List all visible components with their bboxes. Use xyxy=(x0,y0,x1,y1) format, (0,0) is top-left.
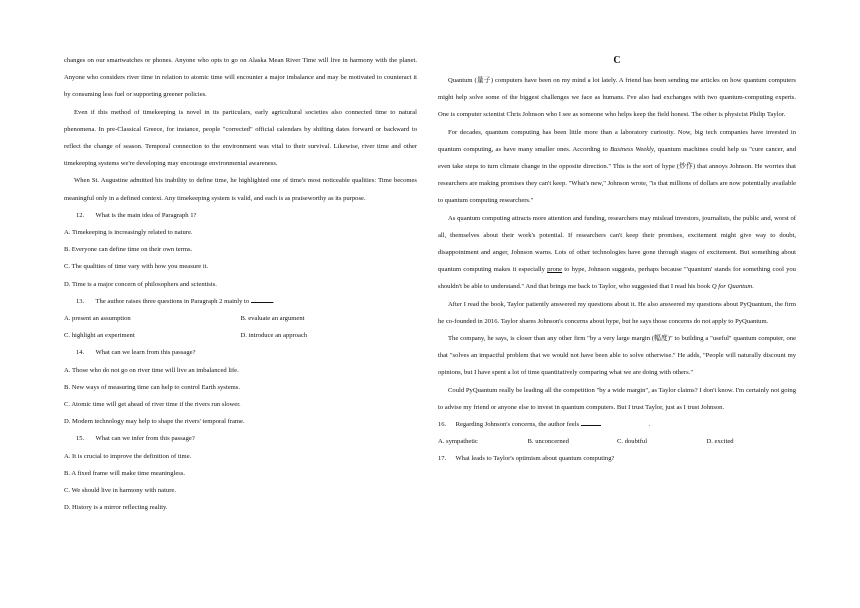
question-13 xyxy=(64,293,417,310)
question-number: 16. xyxy=(438,421,447,429)
text-run: As quantum computing attracts more attention and funding, researchers may mislead investors, journalists, the public and, worst of all, themselves about their work's potential. If researchers can't keep their promises, excitement might give way to doubt, disappointment and anger, Johnson warns. Lots of other technologies have gone through stages of excitement. But something about quantum computing makes it especially xyxy=(438,214,796,274)
question-number: 15. xyxy=(76,435,85,443)
question-stem: What is the main idea of Paragraph 1? xyxy=(95,211,197,219)
option: D. Time is a major concern of philosophers and scientists. xyxy=(64,280,217,288)
question-number: 12. xyxy=(76,211,85,219)
option: C. Atomic time will get ahead of river time if the rivers run slower. xyxy=(64,401,241,409)
passage-paragraph: After I read the book, Taylor patiently answered my questions about it. He also answered my questions about PyQuantum, the firm he co-founded in 2016. Taylor shares Johnson's concerns about hype, but he says those concerns do not apply to PyQuantum. xyxy=(438,300,796,325)
answer-blank xyxy=(581,418,601,426)
option: B. A fixed frame will make time meaningless. xyxy=(64,469,186,477)
option: D. introduce an approach xyxy=(240,332,308,340)
question-stem: What can we infer from this passage? xyxy=(95,435,195,443)
text-run: . xyxy=(752,283,754,291)
passage-paragraph xyxy=(438,210,796,296)
option: A. sympathetic xyxy=(438,438,478,446)
passage-paragraph: Quantum (量子) computers have been on my mind a lot lately. A friend has been sending me articles on how quantum computers might help solve some of the biggest challenges we face as humans. I've also had exchanges with two quantum-computing experts. One is computer scientist Chris Johnson who I see as someone who helps keep the field honest. The other is physicist Philip Taylor. xyxy=(438,77,796,119)
option: B. New ways of measuring time can help to control Earth systems. xyxy=(64,383,240,391)
question-15 xyxy=(64,430,417,447)
option: C. doubtful xyxy=(617,438,648,446)
option: D. History is a mirror reflecting reality. xyxy=(64,504,168,512)
question-stem-end: . xyxy=(272,297,275,305)
option: D. excited xyxy=(706,438,734,446)
passage-paragraph xyxy=(438,124,796,210)
passage-paragraph: Even if this method of timekeeping is novel in its particulars, early agricultural societies also connected time to natural phenomena. In pre-Classical Greece, for instance, people "corrected" official calendars by shifting dates forward or backward to reflect the change of season. Temporal connection to the environment was vital to their survival. Likewise, river time and other timekeeping systems we're developing may encourage environmental awareness. xyxy=(64,108,417,168)
passage-paragraph: The company, he says, is closer than any other firm "by a very large margin (幅度)" to building a "useful" quantum computer, one that "solves an impactful problem that we would not have been able to solve otherwise." He adds, "People will naturally discount my opinions, but I have spent a lot of time quantitatively comparing what we are doing with others." xyxy=(438,335,796,377)
question-stem: Regarding Johnson's concerns, the author feels xyxy=(455,421,580,429)
option: B. evaluate an argument xyxy=(240,315,305,323)
option: C. highlight an experiment xyxy=(64,332,135,340)
question-stem: The author raises three questions in Paragraph 2 mainly to xyxy=(95,297,250,305)
option: D. Modern technology may help to shape the rivers' temporal frame. xyxy=(64,418,245,426)
question-stem-end: . xyxy=(648,421,651,429)
question-16 xyxy=(438,416,796,433)
option: A. present an assumption xyxy=(64,315,131,323)
options-row xyxy=(64,327,417,344)
question-17 xyxy=(438,450,796,467)
option: A. Timekeeping is increasingly related to nature. xyxy=(64,229,193,237)
text-run: to hype, Johnson suggests, perhaps because "'quantum' stands for something cool you shouldn't be able to understand." And that brings me back to Taylor, who suggested that I read his book xyxy=(438,266,796,291)
right-column xyxy=(438,52,796,468)
text-run: , quantum machines could help us "cure cancer, and even take steps to turn climate change in the opposite direction." This is the sort of hype (炒作) that annoys Johnson. He worries that researchers are making promises they can't keep. "What's new," Johnson wrote, "is that millions of dollars are now potentially available to quantum computing researchers." xyxy=(438,145,797,205)
option: C. The qualities of time vary with how you measure it. xyxy=(64,263,209,271)
book-title: Q for Quantum xyxy=(711,283,753,291)
options-row xyxy=(64,310,417,327)
underlined-word: prone xyxy=(547,266,563,274)
question-14 xyxy=(64,344,417,361)
question-number: 17. xyxy=(438,455,447,463)
left-column xyxy=(64,52,417,516)
option: B. unconcerned xyxy=(527,438,569,446)
question-number: 14. xyxy=(76,349,85,357)
question-stem: What can we learn from this passage? xyxy=(95,349,196,357)
magazine-title: Business Weekly xyxy=(610,145,654,153)
option: C. We should live in harmony with nature. xyxy=(64,487,176,495)
passage-paragraph: changes on our smartwatches or phones. Anyone who opts to go on Alaska Mean River Time will live in harmony with the planet. Anyone who considers river time in relation to atomic time will encounter a major imbalance and may be motivated to counteract it by consuming less fuel or supporting greener policies. xyxy=(64,57,417,99)
answer-blank xyxy=(251,295,273,303)
option: A. It is crucial to improve the definition of time. xyxy=(64,452,192,460)
passage-paragraph: When St. Augustine admitted his inability to define time, he highlighted one of time's most noticeable qualities: Time becomes meaningful only in a defined context. Any timekeeping system is valid, and each is as praiseworthy as its purpose. xyxy=(64,177,417,202)
section-heading: C xyxy=(613,55,621,66)
option: B. Everyone can define time on their own terms. xyxy=(64,246,193,254)
text-run: For decades, quantum computing has been little more than a laboratory curiosity. Now, big tech companies have invested in quantum computing, as have many smaller ones. According to xyxy=(438,128,796,153)
option: A. Those who do not go on river time will live an imbalanced life. xyxy=(64,366,239,374)
question-stem: What leads to Taylor's optimism about quantum computing? xyxy=(455,455,615,463)
passage-paragraph: Could PyQuantum really be leading all the competition "by a wide margin", as Taylor claims? I don't know. I'm certainly not going to advise my friend or anyone else to invest in quantum computers. But I trust Taylor, just as I trust Johnson. xyxy=(438,386,796,411)
question-12 xyxy=(64,207,417,224)
options-row xyxy=(438,433,796,450)
question-number: 13. xyxy=(76,297,85,305)
